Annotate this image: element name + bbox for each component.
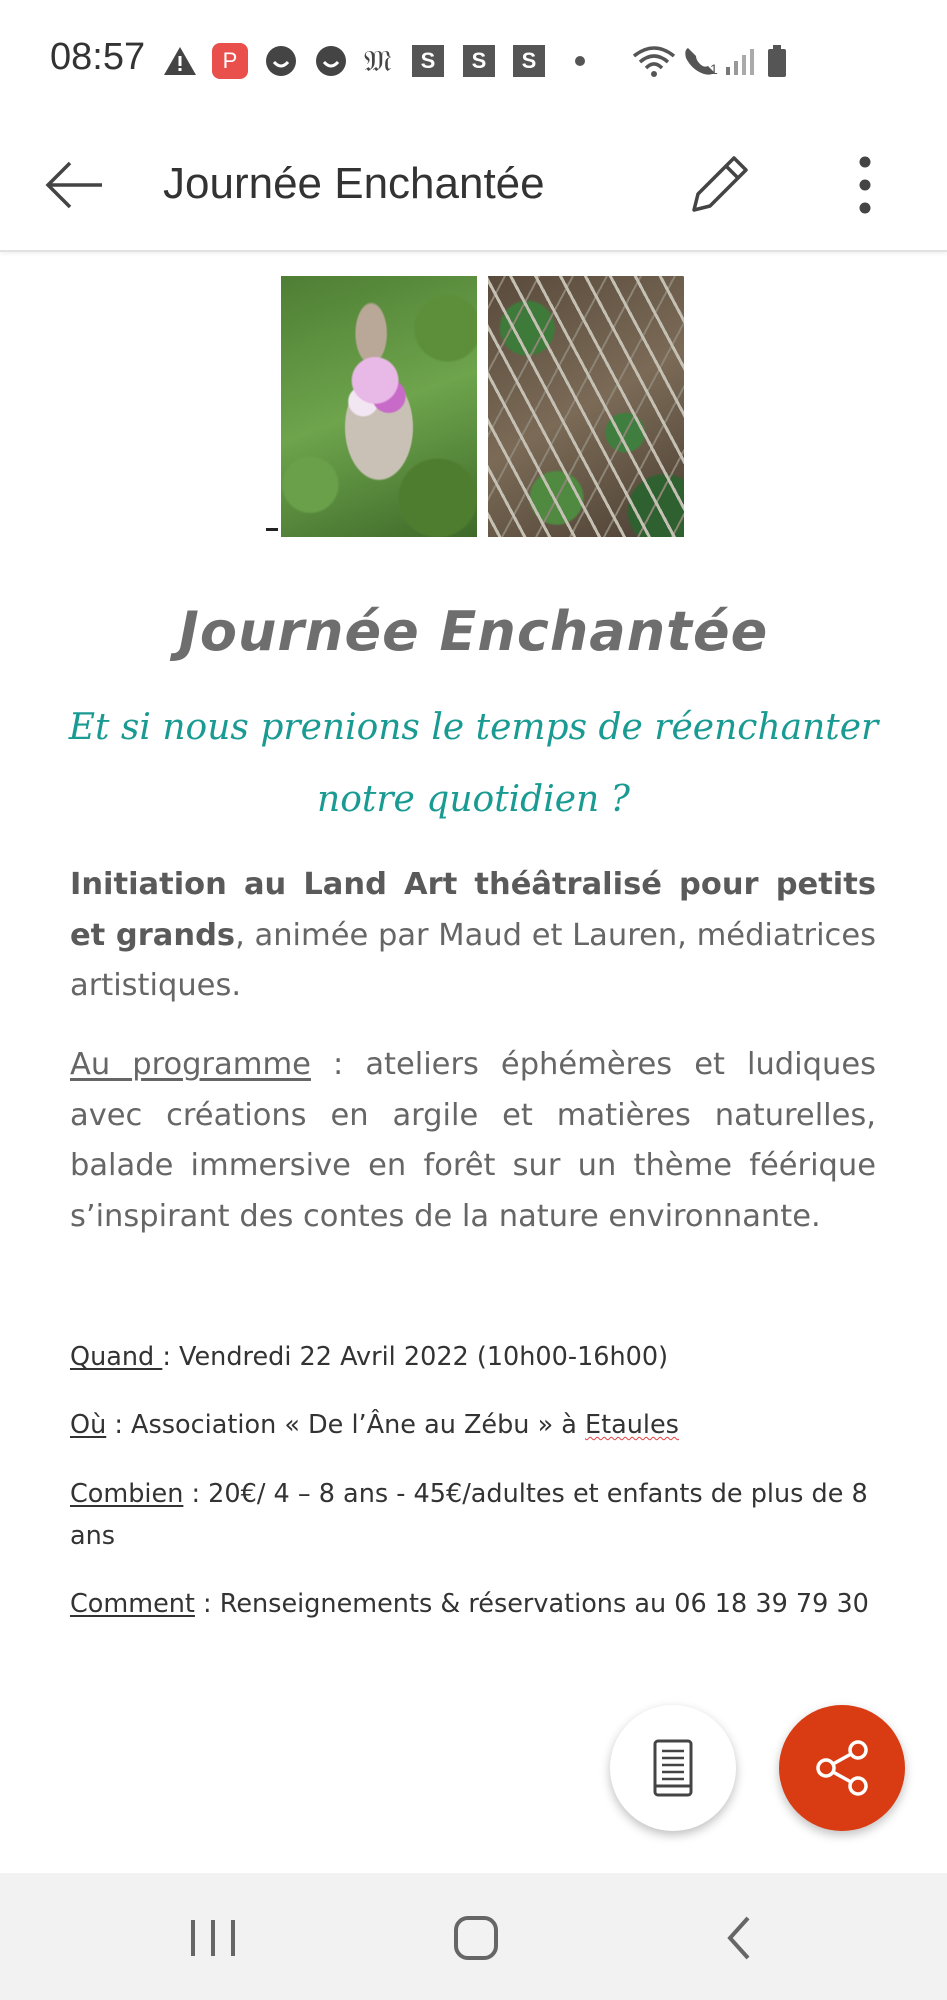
chevron-left-icon (706, 1903, 776, 1973)
face-icon (265, 44, 297, 78)
battery-icon (766, 44, 788, 78)
program-label: Au programme (70, 1047, 311, 1082)
share-icon (810, 1736, 874, 1800)
when-value: : Vendredi 22 Avril 2022 (10h00-16h00) (162, 1342, 669, 1372)
where-town: Etaules (585, 1410, 679, 1440)
s-badge-icon: S (412, 44, 444, 78)
p-badge-icon: P (212, 44, 248, 78)
info-where (70, 1404, 876, 1446)
edit-button[interactable] (680, 144, 760, 224)
s-badge-icon: S (513, 44, 545, 78)
status-bar (0, 0, 947, 120)
home-icon (441, 1903, 511, 1973)
recent-apps-button[interactable] (178, 1903, 248, 1973)
doc-heading: Journée Enchantée (178, 600, 769, 663)
intro-bold: Initiation au Land Art théâtralisé pour petits et grands (70, 867, 876, 953)
how-label: Comment (70, 1589, 195, 1619)
how-value: : Renseignements & réservations au 06 18 39 79 30 (194, 1589, 869, 1619)
intro-paragraph (70, 860, 876, 1012)
info-how (70, 1583, 876, 1625)
where-value: : Association « De l’Âne au Zébu » à (106, 1410, 586, 1440)
photo-clay-figure (281, 276, 477, 537)
info-when (70, 1336, 876, 1378)
more-vert-icon (845, 150, 885, 220)
warning-icon (162, 44, 198, 78)
recents-icon (178, 1903, 248, 1973)
call-icon (682, 44, 722, 78)
photo-branches (488, 276, 684, 537)
info-price (70, 1473, 876, 1557)
system-nav-bar (0, 1873, 947, 2000)
arrow-left-icon (40, 150, 110, 220)
back-button[interactable] (40, 150, 110, 220)
share-button[interactable] (779, 1705, 905, 1831)
more-options-button[interactable] (845, 150, 885, 220)
program-paragraph (70, 1040, 876, 1242)
app-bar (0, 120, 947, 252)
wifi-icon (632, 44, 676, 78)
where-label: Où (70, 1410, 107, 1440)
home-button[interactable] (441, 1903, 511, 1973)
pencil-icon (680, 144, 760, 224)
doc-subtitle: Et si nous prenions le temps de réenchanter notre quotidien ? (68, 707, 879, 820)
price-value: : 20€/ 4 – 8 ans - 45€/adultes et enfants de plus de 8 ans (70, 1479, 868, 1551)
when-label: Quand (70, 1342, 163, 1372)
price-label: Combien (70, 1479, 184, 1509)
system-back-button[interactable] (706, 1903, 776, 1973)
clock: 08:57 (50, 36, 146, 78)
lemonde-icon: 𝔐 (364, 43, 392, 79)
document-title: Journée Enchantée (163, 159, 545, 208)
svg-text:1: 1 (710, 61, 718, 77)
signal-icon (724, 44, 756, 78)
s-badge-icon: S (463, 44, 495, 78)
dot-icon (574, 44, 586, 78)
program-text: : ateliers éphémères et ludiques avec créations en argile et matières naturelles, balade immersive en forêt sur un thème féérique s’inspirant des contes de la nature environnante. (70, 1047, 876, 1234)
reading-mode-button[interactable] (610, 1705, 736, 1831)
document-icon (647, 1738, 699, 1798)
intro-text: , animée par Maud et Lauren, médiatrices artistiques. (70, 917, 876, 1003)
face-icon (315, 44, 347, 78)
stray-dash (266, 528, 278, 531)
